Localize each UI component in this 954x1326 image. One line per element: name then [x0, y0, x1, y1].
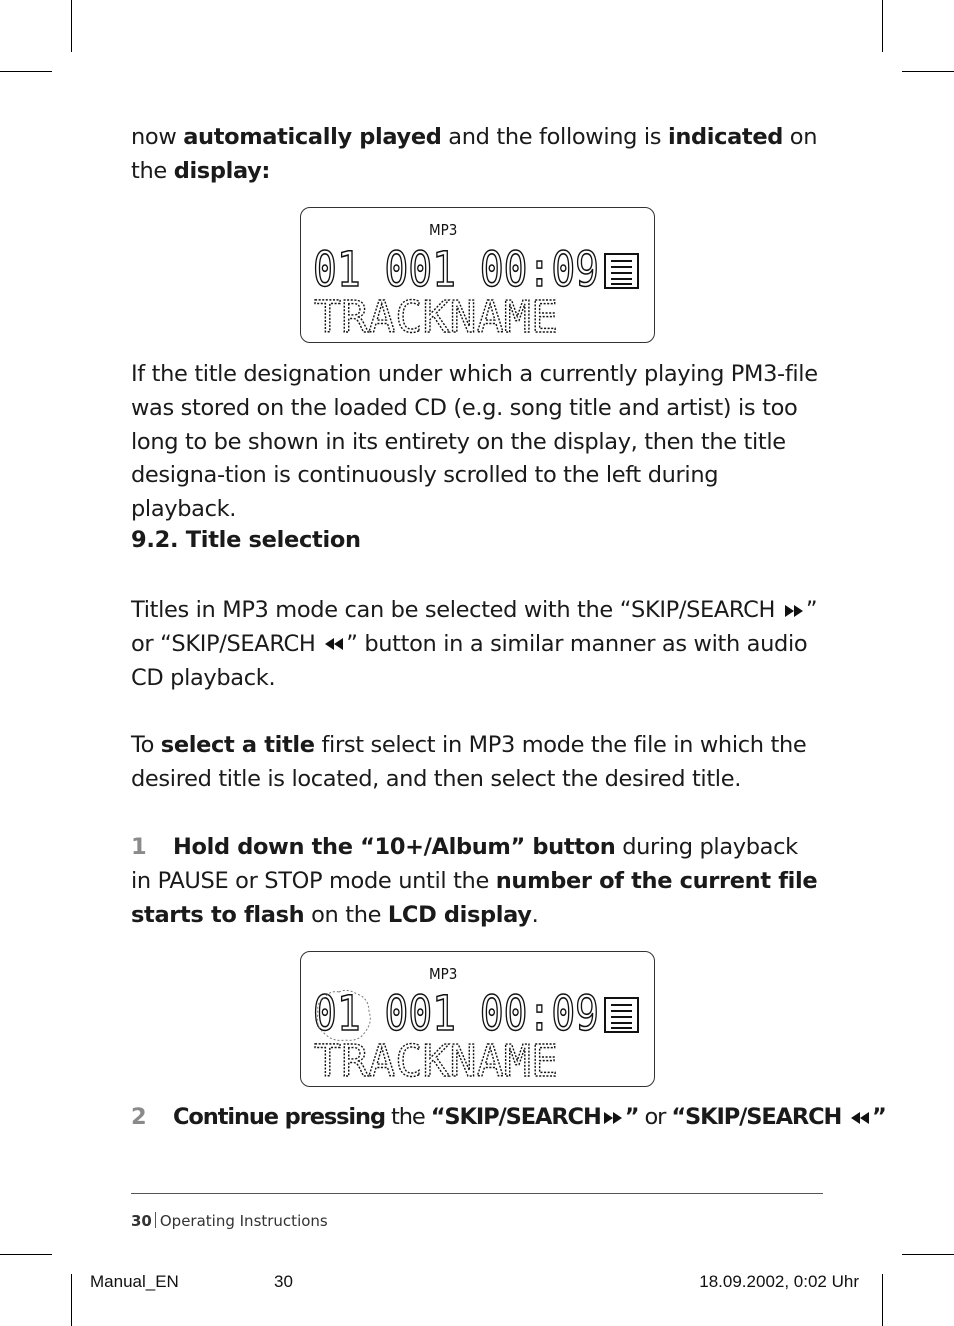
trackname-readout: TRACKNAME — [314, 1036, 558, 1086]
crop-mark — [882, 1274, 883, 1326]
select-title-paragraph: To select a title first select in MP3 mode the file in which the desired title is located, and then select the desired title. — [131, 732, 807, 792]
step-2: 2 Continue pressing the “SKIP/SEARCH ” or “SKIP/SEARCH ” — [131, 1101, 823, 1135]
crop-mark — [902, 1254, 954, 1255]
selection-paragraph: Titles in MP3 mode can be selected with the “SKIP/SEARCH ” or “SKIP/SEARCH ” button in a similar manner as with audio CD playback. — [131, 597, 818, 691]
counter-readout: 01 001 00:09 — [313, 242, 599, 298]
slug-file: Manual_EN — [90, 1272, 179, 1291]
crop-mark — [71, 1274, 72, 1326]
counter-readout: 01 001 00:09 — [313, 986, 599, 1042]
lcd-display — [300, 207, 655, 343]
slug-timestamp: 18.09.2002, 0:02 Uhr — [699, 1272, 859, 1291]
playlist-lines-icon — [605, 254, 638, 288]
double-triangle-right-icon — [784, 604, 804, 618]
crop-mark — [71, 0, 72, 52]
double-triangle-left-icon — [850, 1111, 870, 1125]
double-triangle-left-icon — [324, 637, 344, 651]
step-number: 1 — [131, 834, 147, 860]
crop-mark — [0, 71, 52, 72]
footer-separator — [155, 1212, 156, 1228]
crop-mark — [902, 71, 954, 72]
footer-rule — [131, 1193, 823, 1194]
double-triangle-right-icon — [603, 1111, 623, 1125]
slug-page: 30 — [274, 1272, 293, 1291]
step-1: 1 Hold down the “10+/Album” button during playback in PAUSE or STOP mode until the number of the current file starts to flash on the LCD display. — [131, 831, 823, 932]
page-footer — [131, 1212, 328, 1230]
scroll-paragraph: If the title designation under which a currently playing PM3-file was stored on the loaded CD (e.g. song title and artist) is too long to be shown in its entirety on the display, then the title designa-tion is continuously scrolled to the left during playback. — [131, 361, 818, 523]
crop-mark — [0, 1254, 52, 1255]
trackname-readout: TRACKNAME — [314, 292, 558, 342]
page-number: 30 — [131, 1212, 152, 1230]
mode-label: MP3 — [429, 221, 458, 239]
lcd-display-flashing — [300, 951, 655, 1087]
intro-paragraph: now automatically played and the following is indicated on the display: — [131, 124, 818, 184]
footer-section: Operating Instructions — [159, 1212, 328, 1230]
playlist-lines-icon — [605, 998, 638, 1032]
section-heading: 9.2. Title selection — [131, 527, 361, 553]
step-number: 2 — [131, 1104, 147, 1130]
mode-label: MP3 — [429, 965, 458, 983]
crop-mark — [882, 0, 883, 52]
